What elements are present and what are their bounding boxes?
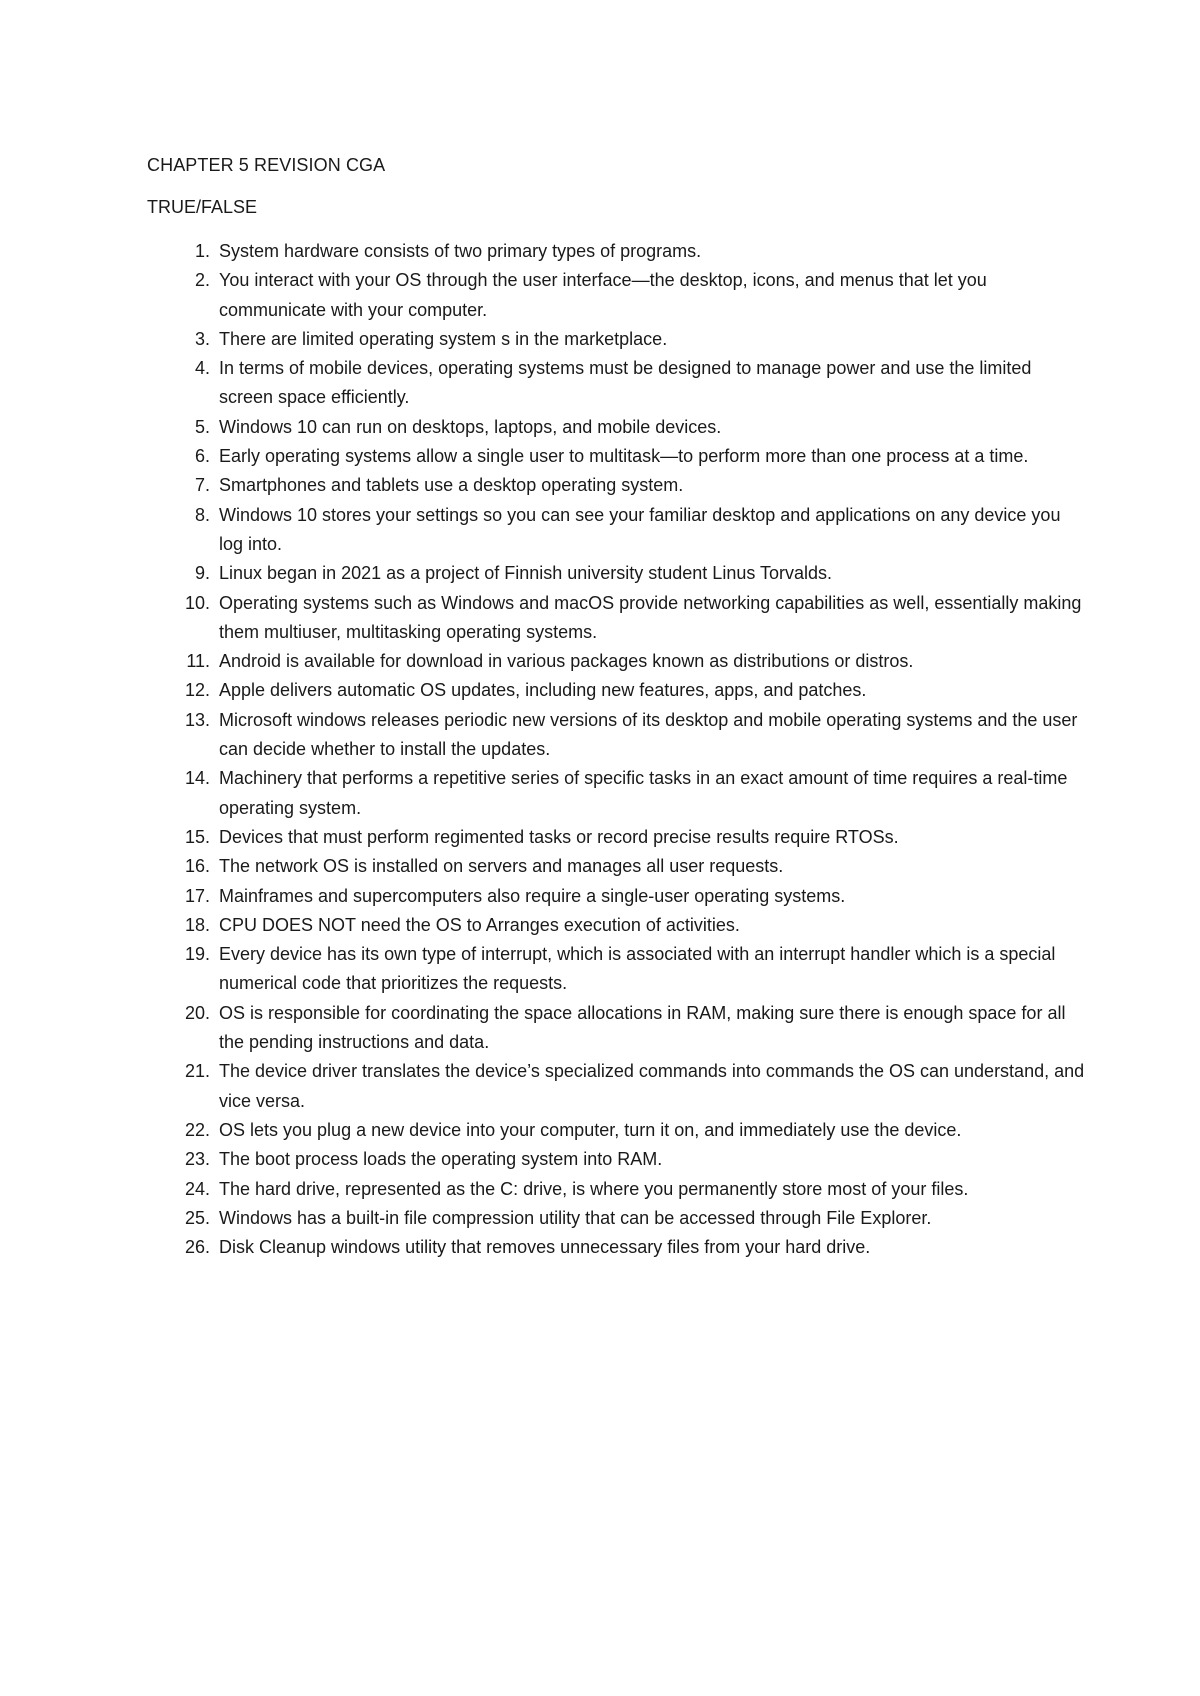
question-number: 9. [194,563,210,584]
list-item [147,676,1087,705]
question-number: 1. [194,241,210,261]
question-text: Linux began in 2021 as a project of Finnish university student Linus Torvalds. [219,563,833,584]
question-number: 15. [184,826,210,847]
question-number: 20. [184,1002,210,1023]
question-number: 25. [184,1207,210,1228]
question-text: Disk Cleanup windows utility that removes unnecessary files from your hard drive. [219,1237,871,1258]
list-item [147,911,1087,940]
list-item [147,764,1087,823]
question-number: 18. [184,914,210,935]
question-text: Microsoft windows releases periodic new versions of its desktop and mobile operating systems and the user can decide whether to install the updates. [219,709,1078,760]
question-number: 13. [184,709,210,730]
question-text: The network OS is installed on servers and manages all user requests. [219,856,784,877]
list-item [147,1116,1087,1145]
list-item [147,1145,1087,1174]
question-text: The boot process loads the operating system into RAM. [219,1149,663,1170]
question-number: 12. [184,680,210,701]
question-text: OS is responsible for coordinating the space allocations in RAM, making sure there is enough space for all the pending instructions and data. [219,1002,1066,1053]
question-text: Android is available for download in various packages known as distributions or distros. [219,651,914,672]
list-item [147,237,1087,266]
question-number: 19. [184,944,210,965]
question-text: Apple delivers automatic OS updates, including new features, apps, and patches. [219,680,867,701]
question-text: Every device has its own type of interrupt, which is associated with an interrupt handler which is a special numerical code that prioritizes the requests. [219,944,1056,994]
list-item [147,354,1087,413]
question-number: 11. [186,651,210,672]
list-item [147,882,1087,911]
question-number: 2. [194,270,210,291]
question-text: Windows 10 can run on desktops, laptops, and mobile devices. [219,416,722,437]
section-heading: TRUE/FALSE [147,197,258,217]
list-item [147,706,1087,765]
question-number: 8. [194,504,210,525]
question-number: 5. [194,416,210,437]
question-text: Operating systems such as Windows and macOS provide networking capabilities as well, essentially making them multiuser, multitasking operating systems. [219,592,1082,642]
list-item [147,647,1087,676]
list-item [147,940,1087,999]
question-text: You interact with your OS through the user interface—the desktop, icons, and menus that let you communicate with your computer. [219,270,987,320]
list-item [147,852,1087,881]
question-number: 24. [184,1178,210,1199]
list-item [147,266,1087,325]
question-number: 22. [184,1119,210,1140]
list-item [147,471,1087,500]
list-item [147,1057,1087,1116]
question-text: Smartphones and tablets use a desktop operating system. [219,475,684,496]
question-text: There are limited operating system s in the marketplace. [219,328,668,349]
question-text: In terms of mobile devices, operating systems must be designed to manage power and use the limited screen space efficiently. [219,358,1032,408]
question-number: 6. [194,446,210,467]
question-text: The device driver translates the device’s specialized commands into commands the OS can understand, and vice versa. [219,1061,1085,1111]
question-text: Windows 10 stores your settings so you can see your familiar desktop and applications on any device you log into. [219,504,1061,554]
list-item [147,1204,1087,1233]
question-text: Devices that must perform regimented tasks or record precise results require RTOSs. [219,826,899,847]
list-item [147,1175,1087,1204]
question-number: 17. [184,885,210,906]
list-item [147,325,1087,354]
question-text: Mainframes and supercomputers also require a single-user operating systems. [219,885,846,906]
list-item [147,1233,1087,1262]
question-number: 26. [184,1237,210,1258]
question-text: CPU DOES NOT need the OS to Arranges execution of activities. [219,914,740,935]
list-item [147,442,1087,471]
list-item [147,589,1087,648]
question-text: OS lets you plug a new device into your computer, turn it on, and immediately use the device. [219,1119,962,1140]
question-number: 3. [194,328,210,349]
question-list [147,237,1087,1262]
list-item [147,501,1087,560]
question-number: 16. [184,856,210,877]
document-title: CHAPTER 5 REVISION CGA [147,155,386,175]
question-text: Machinery that performs a repetitive series of specific tasks in an exact amount of time requires a real-time operating system. [219,768,1068,818]
list-item [147,999,1087,1058]
list-item [147,413,1087,442]
list-item [147,559,1087,588]
list-item [147,823,1087,852]
question-text: Early operating systems allow a single user to multitask—to perform more than one process at a time. [219,446,1029,467]
question-number: 21. [184,1061,210,1082]
question-number: 7. [194,475,210,496]
question-text: Windows has a built-in file compression utility that can be accessed through File Explorer. [219,1207,932,1228]
question-text: The hard drive, represented as the C: drive, is where you permanently store most of your files. [219,1178,969,1199]
question-number: 23. [184,1149,210,1170]
question-number: 14. [184,768,210,789]
question-text: System hardware consists of two primary types of programs. [219,241,702,261]
question-number: 10. [184,592,210,613]
question-number: 4. [194,358,210,379]
